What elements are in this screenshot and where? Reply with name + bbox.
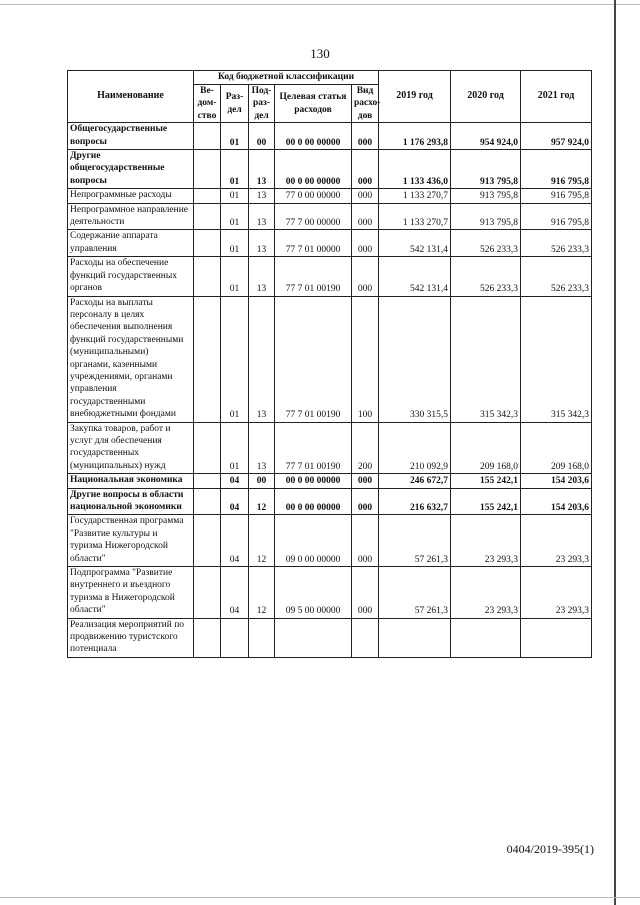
cell-amount-2021: 209 168,0 [521,422,592,474]
table-row [68,189,592,203]
cell-podrazdel: 00 [249,123,275,150]
cell-vedomstvo [194,189,221,203]
header-vedomstvo: Ве-дом-ство [194,85,221,123]
cell-razdel [221,618,249,657]
cell-podrazdel: 13 [249,189,275,203]
cell-name: Другие вопросы в области национальной экономики [68,488,194,515]
cell-vedomstvo [194,257,221,296]
cell-expense-type: 000 [352,257,379,296]
cell-amount-2020: 315 342,3 [451,296,521,422]
cell-name: Непрограммное направление деятельности [68,203,194,230]
cell-podrazdel: 13 [249,230,275,257]
cell-target-article: 00 0 00 00000 [275,474,352,488]
cell-target-article: 00 0 00 00000 [275,150,352,189]
cell-target-article: 77 7 00 00000 [275,203,352,230]
cell-expense-type: 000 [352,230,379,257]
header-name: Наименование [68,71,194,123]
scan-bottom-edge [0,897,640,898]
cell-amount-2019: 210 092,9 [379,422,451,474]
cell-amount-2019: 1 133 436,0 [379,150,451,189]
header-year-2021: 2021 год [521,71,592,123]
table-row [68,257,592,296]
cell-target-article: 00 0 00 00000 [275,123,352,150]
cell-amount-2019: 1 176 293,8 [379,123,451,150]
cell-razdel: 01 [221,422,249,474]
cell-razdel: 01 [221,150,249,189]
cell-amount-2021: 315 342,3 [521,296,592,422]
header-podrazdel: Под-раз-дел [249,85,275,123]
cell-podrazdel: 13 [249,150,275,189]
cell-vedomstvo [194,296,221,422]
table-body [68,123,592,658]
cell-name: Содержание аппарата управления [68,230,194,257]
scan-top-edge [0,4,640,5]
cell-vedomstvo [194,474,221,488]
cell-name: Другие общегосударственные вопросы [68,150,194,189]
cell-razdel: 04 [221,488,249,515]
cell-target-article: 77 7 01 00190 [275,422,352,474]
cell-name: Расходы на обеспечение функций государственных органов [68,257,194,296]
cell-amount-2020: 913 795,8 [451,189,521,203]
cell-vedomstvo [194,230,221,257]
cell-vedomstvo [194,203,221,230]
cell-amount-2019: 542 131,4 [379,230,451,257]
cell-amount-2020: 913 795,8 [451,150,521,189]
cell-target-article: 09 0 00 00000 [275,515,352,567]
cell-podrazdel: 13 [249,296,275,422]
cell-name: Реализация мероприятий по продвижению туристского потенциала [68,618,194,657]
cell-razdel: 04 [221,567,249,619]
table-header [68,71,592,123]
cell-amount-2021: 154 203,6 [521,474,592,488]
cell-expense-type: 000 [352,488,379,515]
cell-target-article [275,618,352,657]
table-row [68,567,592,619]
cell-amount-2020: 155 242,1 [451,488,521,515]
budget-table-container [67,70,591,658]
cell-expense-type: 000 [352,474,379,488]
page-number: 130 [310,46,330,61]
cell-name: Государственная программа "Развитие культуры и туризма Нижегородской области" [68,515,194,567]
header-year-2019: 2019 год [379,71,451,123]
cell-vedomstvo [194,488,221,515]
budget-table [67,70,592,658]
cell-vedomstvo [194,567,221,619]
cell-razdel: 01 [221,257,249,296]
table-row [68,123,592,150]
cell-amount-2019: 216 632,7 [379,488,451,515]
cell-amount-2021: 23 293,3 [521,515,592,567]
cell-expense-type [352,618,379,657]
cell-amount-2021 [521,618,592,657]
cell-expense-type: 200 [352,422,379,474]
cell-amount-2019: 1 133 270,7 [379,189,451,203]
table-row [68,296,592,422]
cell-podrazdel: 13 [249,203,275,230]
table-row [68,230,592,257]
cell-amount-2019: 246 672,7 [379,474,451,488]
cell-amount-2019 [379,618,451,657]
cell-amount-2021: 526 233,3 [521,230,592,257]
cell-vedomstvo [194,150,221,189]
cell-vedomstvo [194,123,221,150]
cell-razdel: 04 [221,474,249,488]
cell-podrazdel: 13 [249,257,275,296]
cell-amount-2019: 542 131,4 [379,257,451,296]
cell-amount-2021: 916 795,8 [521,189,592,203]
cell-razdel: 01 [221,230,249,257]
table-row [68,474,592,488]
cell-amount-2020: 23 293,3 [451,567,521,619]
cell-amount-2021: 916 795,8 [521,203,592,230]
cell-amount-2020: 23 293,3 [451,515,521,567]
cell-vedomstvo [194,618,221,657]
cell-amount-2020: 526 233,3 [451,230,521,257]
cell-target-article: 77 7 01 00190 [275,296,352,422]
cell-amount-2020 [451,618,521,657]
cell-name: Закупка товаров, работ и услуг для обеспечения государственных (муниципальных) нужд [68,422,194,474]
cell-name: Подпрограмма "Развитие внутреннего и въездного туризма в Нижегородской области" [68,567,194,619]
cell-target-article: 00 0 00 00000 [275,488,352,515]
cell-amount-2019: 57 261,3 [379,515,451,567]
cell-target-article: 77 7 01 00190 [275,257,352,296]
cell-podrazdel [249,618,275,657]
cell-name: Расходы на выплаты персоналу в целях обеспечения выполнения функций государственными (муниципальными) органами, казенными учреждениями, органами управления государственными внебюджетными фондами [68,296,194,422]
cell-razdel: 01 [221,296,249,422]
cell-expense-type: 000 [352,150,379,189]
table-row [68,422,592,474]
cell-amount-2021: 916 795,8 [521,150,592,189]
cell-amount-2020: 526 233,3 [451,257,521,296]
header-year-2020: 2020 год [451,71,521,123]
table-row [68,150,592,189]
table-row [68,488,592,515]
cell-expense-type: 000 [352,123,379,150]
cell-expense-type: 000 [352,567,379,619]
cell-amount-2021: 526 233,3 [521,257,592,296]
cell-razdel: 04 [221,515,249,567]
cell-podrazdel: 12 [249,488,275,515]
cell-amount-2020: 913 795,8 [451,203,521,230]
header-target-article: Целевая статья расходов [275,85,352,123]
cell-vedomstvo [194,515,221,567]
cell-podrazdel: 12 [249,515,275,567]
cell-name: Общегосударственные вопросы [68,123,194,150]
header-budget-classification: Код бюджетной классификации [194,71,379,85]
scan-right-edge [614,0,616,905]
cell-razdel: 01 [221,189,249,203]
cell-amount-2020: 209 168,0 [451,422,521,474]
cell-name: Непрограммные расходы [68,189,194,203]
cell-razdel: 01 [221,123,249,150]
cell-vedomstvo [194,422,221,474]
header-expense-type: Вид расхо-дов [352,85,379,123]
cell-expense-type: 000 [352,189,379,203]
cell-podrazdel: 00 [249,474,275,488]
cell-amount-2021: 154 203,6 [521,488,592,515]
cell-target-article: 77 0 00 00000 [275,189,352,203]
document-number: 0404/2019-395(1) [506,842,594,856]
cell-expense-type: 000 [352,515,379,567]
cell-amount-2021: 957 924,0 [521,123,592,150]
cell-podrazdel: 13 [249,422,275,474]
table-row [68,618,592,657]
cell-expense-type: 100 [352,296,379,422]
cell-amount-2019: 1 133 270,7 [379,203,451,230]
cell-amount-2019: 57 261,3 [379,567,451,619]
cell-amount-2020: 155 242,1 [451,474,521,488]
cell-name: Национальная экономика [68,474,194,488]
header-razdel: Раз-дел [221,85,249,123]
cell-amount-2021: 23 293,3 [521,567,592,619]
table-row [68,515,592,567]
cell-razdel: 01 [221,203,249,230]
cell-target-article: 09 5 00 00000 [275,567,352,619]
cell-expense-type: 000 [352,203,379,230]
cell-podrazdel: 12 [249,567,275,619]
cell-amount-2020: 954 924,0 [451,123,521,150]
cell-amount-2019: 330 315,5 [379,296,451,422]
table-row [68,203,592,230]
cell-target-article: 77 7 01 00000 [275,230,352,257]
